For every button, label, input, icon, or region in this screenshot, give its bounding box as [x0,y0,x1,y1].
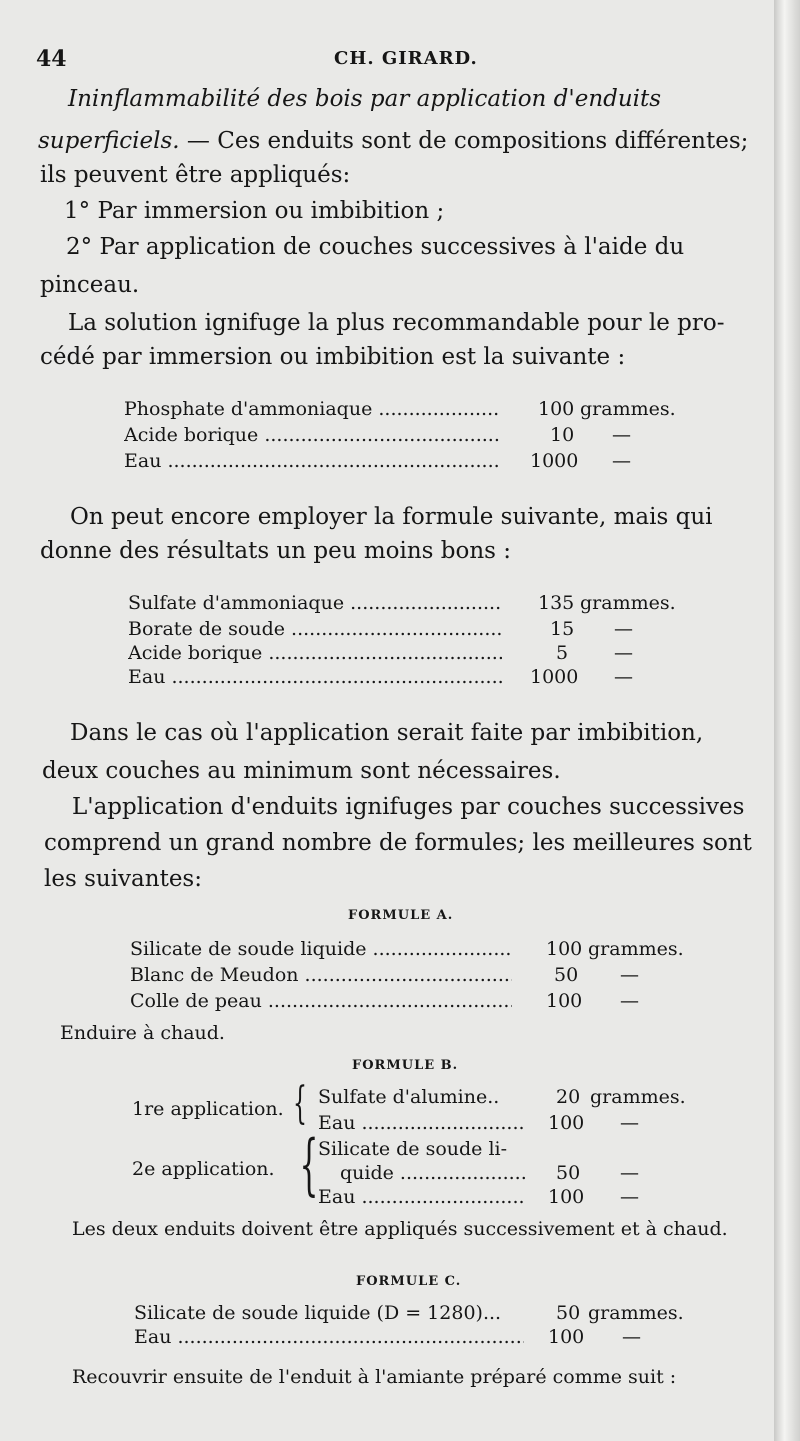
body-line: Dans le cas où l'application serait faite par imbibition, [70,720,704,746]
formula-b-note: Les deux enduits doivent être appliqués successivement et à chaud. [72,1218,728,1240]
brace-glyph: { [293,1078,307,1129]
body-line: comprend un grand nombre de formules; les meilleures sont [44,830,752,856]
body-line: On peut encore employer la formule suivante, mais qui [70,504,713,530]
list-item-2: 2° Par application de couches successives à l'aide du [66,234,685,260]
formula-a-note: Enduire à chaud. [60,1022,225,1044]
body-line: deux couches au minimum sont nécessaires. [42,758,561,784]
body-line: donne des résultats un peu moins bons : [40,538,512,564]
running-head: CH. GIRARD. [334,48,478,69]
body-line: ils peuvent être appliqués: [40,162,351,188]
section-heading-line-1: Ininflammabilité des bois par application d'enduits [68,86,662,112]
list-item-1: 1° Par immersion ou imbibition ; [64,198,445,224]
body-line: pinceau. [40,272,140,298]
page-spine-shadow [774,0,800,1441]
page-number: 44 [36,46,67,72]
application-label: 2e application. [132,1158,275,1180]
body-line: cédé par immersion ou imbibition est la suivante : [40,344,626,370]
section-heading-line-2: superficiels. — Ces enduits sont de compositions différentes; [38,128,749,154]
brace-glyph: { [299,1126,319,1203]
body-line: La solution ignifuge la plus recommandable pour le pro- [68,310,725,336]
application-label: 1re application. [132,1098,284,1120]
closing-line: Recouvrir ensuite de l'enduit à l'amiante préparé comme suit : [72,1366,677,1388]
body-line: les suivantes: [44,866,202,892]
formula-b-heading: FORMULE B. [352,1058,459,1073]
formula-c-heading: FORMULE C. [356,1274,462,1289]
formula-a-heading: FORMULE A. [348,908,454,923]
body-line: L'application d'enduits ignifuges par couches successives [72,794,745,820]
